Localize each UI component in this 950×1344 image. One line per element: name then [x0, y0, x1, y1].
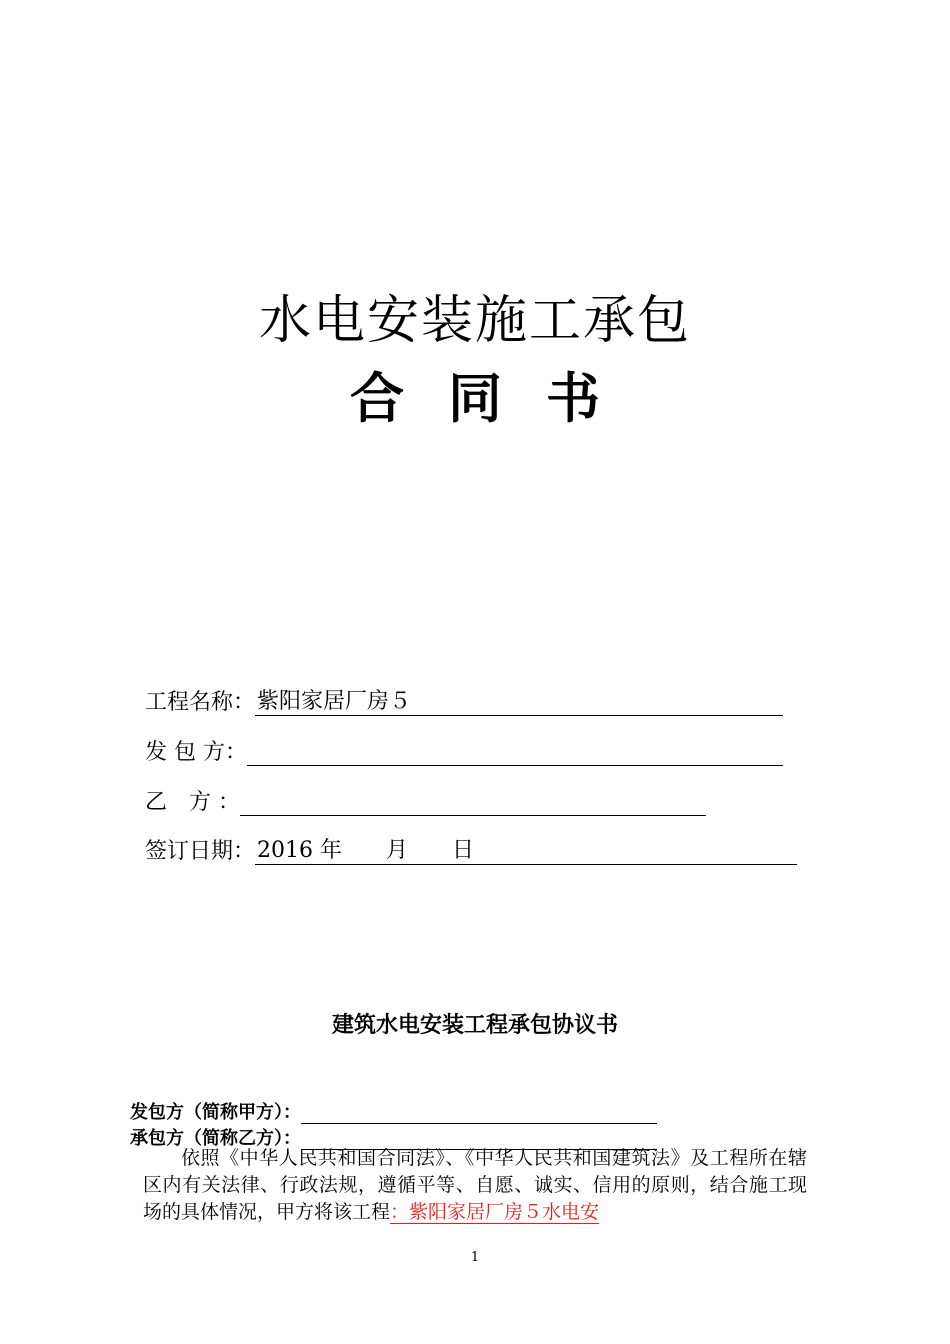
agreement-body-text: 依照《中华人民共和国合同法》、《中华人民共和国建筑法》及工程所在辖区内有关法律、行政法规，遵循平等、自愿、诚实、信用的原则，结合施工现场的具体情况，甲方将该工程: [143, 1147, 807, 1223]
cover-title-char: 同: [448, 367, 502, 430]
cover-title-char: 合: [350, 367, 404, 430]
agreement-title: 建筑水电安装工程承包协议书: [331, 1013, 618, 1038]
project-name-label: 工程名称：: [145, 690, 256, 715]
sign-date-value: 2016 年 月 日: [255, 833, 797, 865]
sign-date-field: [145, 833, 797, 865]
party-b-label: 承包方（简称乙方）：: [130, 1128, 301, 1149]
project-name-value: 紫阳家居厂房５: [255, 684, 783, 716]
party-a-blank: [301, 1103, 657, 1124]
cover-title-char: 书: [546, 367, 600, 430]
sign-date-label: 签订日期：: [145, 839, 256, 864]
cover-title-line2: [0, 356, 950, 433]
issuer-field: [145, 735, 783, 766]
agreement-body-highlight: ：紫阳家居厂房５水电安: [390, 1201, 600, 1223]
party-a-field: [130, 1098, 657, 1124]
project-name-field: [145, 684, 783, 716]
issuer-label: 发 包 方：: [145, 740, 247, 765]
cover-title-line1: 水电安装施工承包: [258, 291, 691, 351]
contractor-label: 乙 方 ：: [145, 790, 240, 815]
agreement-paragraph: [143, 1145, 807, 1226]
issuer-blank: [247, 739, 783, 766]
party-a-label: 发包方（简称甲方）：: [130, 1102, 301, 1123]
contractor-blank: [240, 789, 706, 816]
page-number: 1: [470, 1250, 480, 1265]
contractor-field: [145, 785, 706, 816]
